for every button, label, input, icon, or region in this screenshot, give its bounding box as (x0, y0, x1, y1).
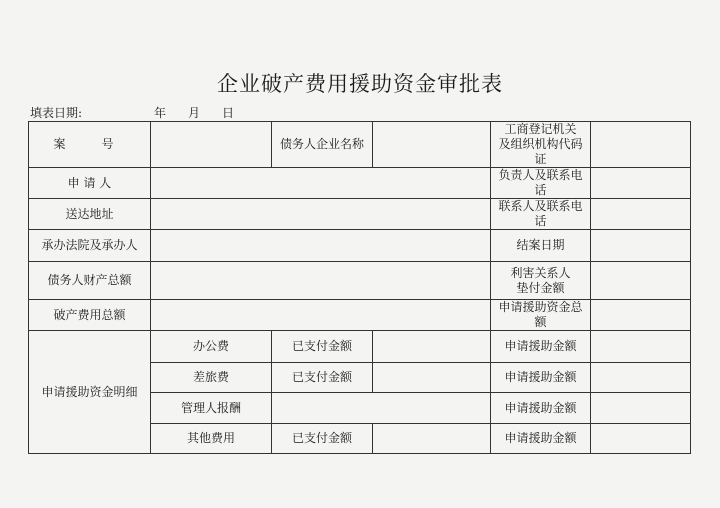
field-case-no[interactable] (151, 122, 272, 168)
detail-apply-label-1: 申请援助金额 (491, 363, 591, 393)
label-contact-phone: 联系人及联系电话 (491, 199, 591, 230)
label-apply-total: 申请援助资金总额 (491, 300, 591, 331)
detail-paid-label-3: 已支付金额 (272, 424, 373, 454)
detail-item-1: 差旅费 (151, 363, 272, 393)
row-case (29, 122, 691, 168)
row-applicant (29, 168, 691, 199)
field-interested-amount[interactable] (591, 262, 691, 300)
detail-item-0: 办公费 (151, 331, 272, 363)
detail-apply-field-0[interactable] (591, 331, 691, 363)
detail-apply-field-2[interactable] (591, 393, 691, 424)
label-interested (491, 262, 591, 300)
label-applicant: 申 请 人 (29, 168, 151, 199)
detail-paid-field-3[interactable] (373, 424, 491, 454)
field-bankruptcy-cost[interactable] (151, 300, 491, 331)
field-leader-phone[interactable] (591, 168, 691, 199)
label-assets: 债务人财产总额 (29, 262, 151, 300)
row-address (29, 199, 691, 230)
row-detail-0 (29, 331, 691, 363)
field-close-date[interactable] (591, 230, 691, 262)
detail-paid-label-0: 已支付金额 (272, 331, 373, 363)
label-detail: 申请援助资金明细 (29, 331, 151, 454)
field-apply-total[interactable] (591, 300, 691, 331)
field-address[interactable] (151, 199, 491, 230)
label-interested-line1: 利害关系人 (510, 265, 571, 280)
label-close-date: 结案日期 (491, 230, 591, 262)
label-address: 送达地址 (29, 199, 151, 230)
field-contact-phone[interactable] (591, 199, 691, 230)
fill-date-day: 日 (222, 106, 235, 120)
detail-item-2: 管理人报酬 (151, 393, 272, 424)
detail-paid-label-1: 已支付金额 (272, 363, 373, 393)
label-interested-line2: 垫付金额 (516, 280, 565, 295)
label-leader-phone: 负责人及联系电话 (491, 168, 591, 199)
detail-paid-field-0[interactable] (373, 331, 491, 363)
detail-paid-field-2[interactable] (272, 393, 491, 424)
field-applicant[interactable] (151, 168, 491, 199)
label-reg-code (491, 122, 591, 168)
detail-apply-field-3[interactable] (591, 424, 691, 454)
label-debtor-name: 债务人企业名称 (272, 122, 373, 168)
label-court: 承办法院及承办人 (29, 230, 151, 262)
field-assets[interactable] (151, 262, 491, 300)
field-reg-code[interactable] (591, 122, 691, 168)
detail-apply-label-2: 申请援助金额 (491, 393, 591, 424)
label-reg-code-line1: 工商登记机关 (504, 122, 577, 136)
label-reg-code-line2: 及组织机构代码证 (498, 137, 583, 166)
fill-date-label: 填表日期: (30, 106, 83, 120)
field-debtor-name[interactable] (373, 122, 491, 168)
fill-date-year: 年 (154, 106, 167, 120)
detail-apply-label-0: 申请援助金额 (491, 331, 591, 363)
detail-apply-label-3: 申请援助金额 (491, 424, 591, 454)
fill-date-month: 月 (188, 106, 201, 120)
label-case-no: 案 号 (29, 122, 151, 168)
detail-item-3: 其他费用 (151, 424, 272, 454)
detail-paid-field-1[interactable] (373, 363, 491, 393)
row-bankruptcy-cost (29, 300, 691, 331)
approval-form-table (28, 121, 691, 454)
field-court[interactable] (151, 230, 491, 262)
row-court (29, 230, 691, 262)
detail-apply-field-1[interactable] (591, 363, 691, 393)
label-bankruptcy-cost: 破产费用总额 (29, 300, 151, 331)
form-title: 企业破产费用援助资金审批表 (217, 72, 503, 96)
row-assets (29, 262, 691, 300)
